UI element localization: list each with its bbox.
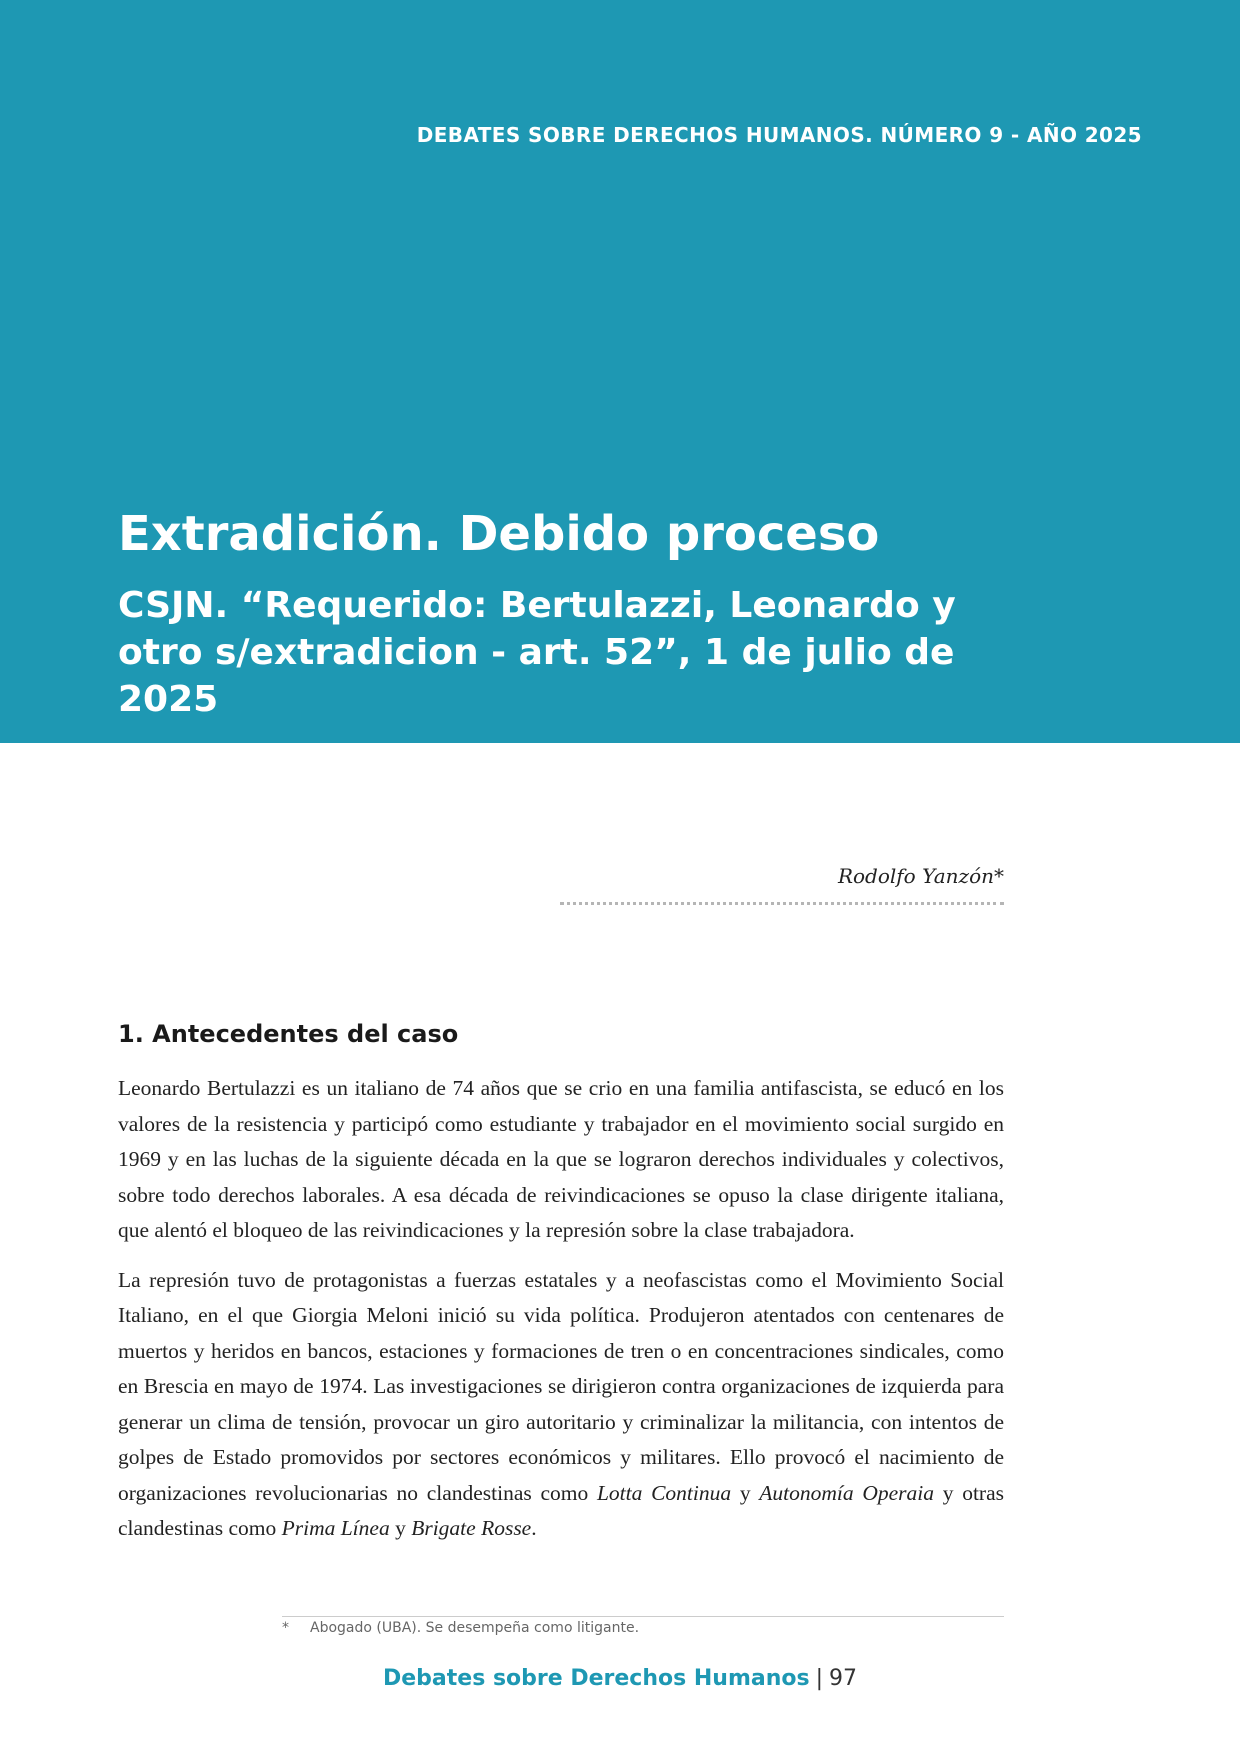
paragraph-2-text-cont: y otras clandestinas como	[118, 1480, 1004, 1540]
author-divider	[560, 902, 1004, 905]
footnote-marker: *	[282, 1620, 289, 1636]
article-body	[118, 1071, 1004, 1561]
footer-journal-name: Debates sobre Derechos Humanos	[382, 1666, 810, 1691]
page-footer	[0, 1666, 1240, 1691]
article-subtitle: CSJN. “Requerido: Bertulazzi, Leonardo y otro s/extradicion - art. 52”, 1 de julio de 2025	[118, 585, 956, 720]
footnote	[282, 1620, 639, 1636]
conjunction: y	[731, 1480, 760, 1505]
org-prima-linea: Prima Línea	[281, 1516, 390, 1540]
paragraph-1: Leonardo Bertulazzi es un italiano de 74 años que se crio en una familia antifascista, se educó en los valores de la resistencia y participó como estudiante y trabajador en el movimiento social surgido en 1969 y en las luchas de la siguiente década en la que se lograron derechos individuales y colectivos, sobre todo derechos laborales. A esa década de reivindicaciones se opuso la clase dirigente italiana, que alentó el bloqueo de las reivindicaciones y la represión sobre la clase trabajadora.	[118, 1076, 1004, 1242]
conjunction: y	[389, 1516, 412, 1540]
paragraph-2	[118, 1263, 1004, 1547]
article-title: Extradición. Debido proceso	[118, 506, 880, 562]
paragraph-2-text: La represión tuvo de protagonistas a fuerzas estatales y a neofascistas como el Movimiento Social Italiano, en el que Giorgia Meloni inició su vida política. Produjeron atentados con centenares de muertos y heridos en bancos, estaciones y formaciones de tren o en concentraciones sindicales, como en Brescia en mayo de 1974. Las investigaciones se dirigieron contra organizaciones de izquierda para generar un clima de tensión, provocar un giro autoritario y criminalizar la militancia, con intentos de golpes de Estado promovidos por sectores económicos y militares. Ello provocó el nacimiento de organizaciones revolucionarias no clandestinas como	[118, 1267, 1004, 1505]
footnote-text: Abogado (UBA). Se desempeña como litigante.	[310, 1620, 640, 1636]
org-brigate-rosse: Brigate Rosse	[411, 1516, 532, 1540]
footer-separator: |	[815, 1666, 823, 1691]
author-name: Rodolfo Yanzón*	[837, 864, 1004, 888]
page-number: 97	[829, 1666, 857, 1691]
paragraph-2-end: .	[531, 1516, 537, 1540]
running-head: DEBATES SOBRE DERECHOS HUMANOS. NÚMERO 9 - AÑO 2025	[416, 123, 1142, 147]
footnote-divider	[282, 1616, 1004, 1617]
section-heading: 1. Antecedentes del caso	[118, 1020, 459, 1048]
header-banner	[0, 0, 1240, 743]
org-autonomia-operaia: Autonomía Operaia	[759, 1480, 935, 1505]
org-lotta-continua: Lotta Continua	[596, 1480, 732, 1505]
